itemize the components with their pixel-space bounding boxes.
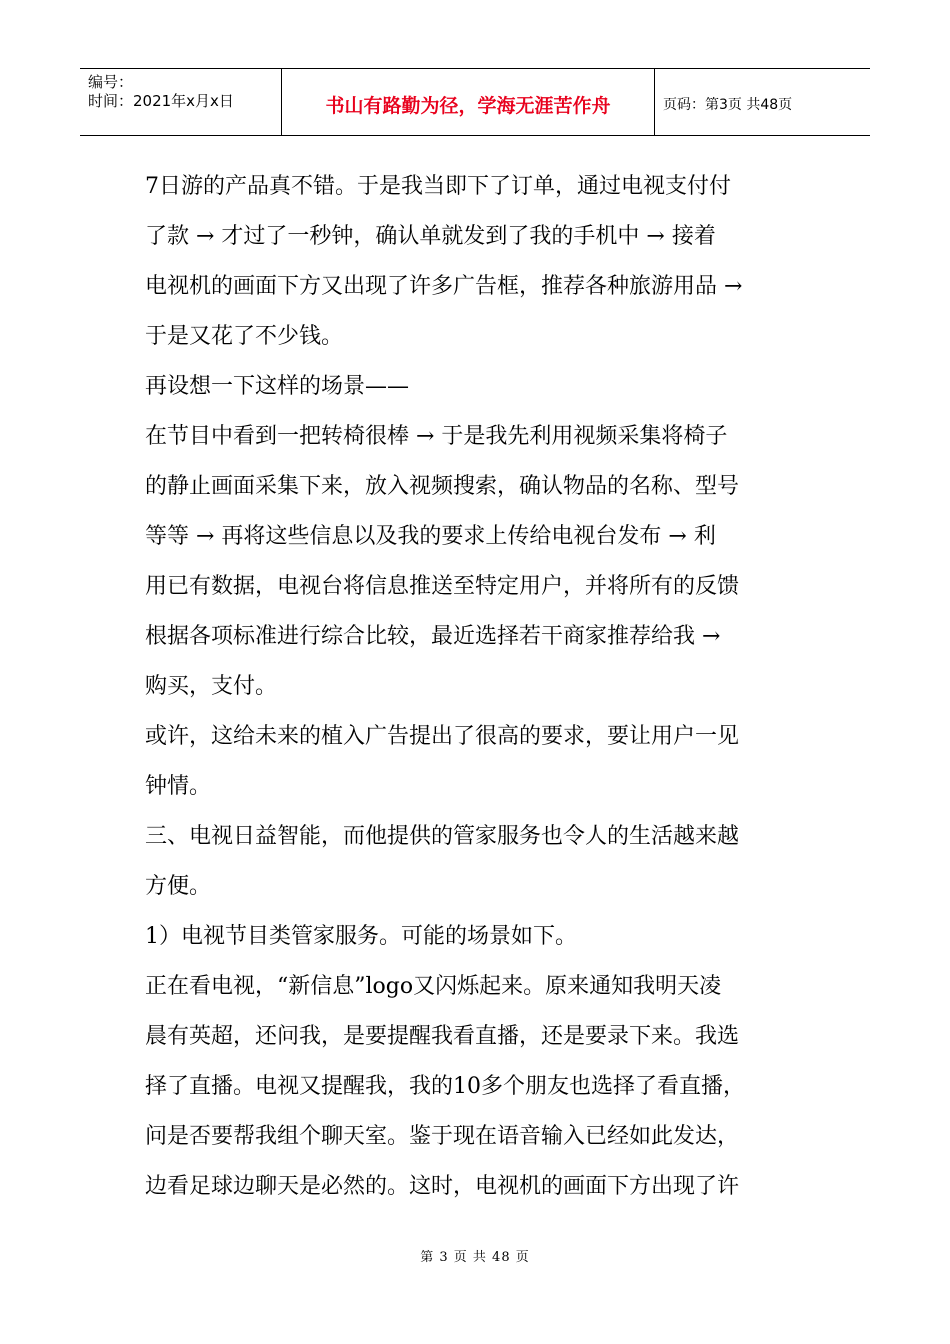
body-line: 钟情。	[145, 774, 212, 799]
body-line: 于是又花了不少钱。	[145, 324, 344, 349]
body-line: 问是否要帮我组个聊天室。鉴于现在语音输入已经如此发达，	[145, 1124, 740, 1149]
document-header	[80, 68, 870, 136]
page-code: 页码：第3页 共48页	[663, 97, 793, 113]
body-line: 边看足球边聊天是必然的。这时，电视机的画面下方出现了许	[145, 1174, 740, 1199]
page-footer: 第 3 页 共 48 页	[420, 1250, 530, 1265]
body-line: 购买，支付。	[145, 674, 278, 699]
body-line: 在节目中看到一把转椅很棒 → 于是我先利用视频采集将椅子	[145, 424, 728, 449]
body-line: 7日游的产品真不错。于是我当即下了订单，通过电视支付付	[145, 174, 731, 199]
header-page-cell	[655, 69, 870, 135]
body-line: 1）电视节目类管家服务。可能的场景如下。	[145, 924, 577, 949]
body-line: 或许，这给未来的植入广告提出了很高的要求，要让用户一见	[145, 724, 740, 749]
body-line: 电视机的画面下方又出现了许多广告框，推荐各种旅游用品 →	[145, 274, 743, 299]
body-line: 正在看电视，“新信息”logo又闪烁起来。原来通知我明天凌	[145, 974, 722, 999]
body-line: 的静止画面采集下来，放入视频搜索，确认物品的名称、型号	[145, 474, 740, 499]
body-line: 方便。	[145, 874, 212, 899]
body-line: 根据各项标准进行综合比较，最近选择若干商家推荐给我 →	[145, 624, 721, 649]
document-body	[145, 162, 810, 1212]
header-motto-cell	[282, 69, 655, 135]
body-line: 择了直播。电视又提醒我，我的10多个朋友也选择了看直播，	[145, 1074, 745, 1099]
body-line: 用已有数据，电视台将信息推送至特定用户，并将所有的反馈	[145, 574, 740, 599]
motto-text: 书山有路勤为径，学海无涯苦作舟	[325, 95, 611, 117]
body-line: 了款 → 才过了一秒钟，确认单就发到了我的手机中 → 接着	[145, 224, 716, 249]
body-line: 晨有英超，还问我，是要提醒我看直播，还是要录下来。我选	[145, 1024, 740, 1049]
body-line: 三、电视日益智能，而他提供的管家服务也令人的生活越来越	[145, 824, 740, 849]
body-line: 等等 → 再将这些信息以及我的要求上传给电视台发布 → 利	[145, 524, 716, 549]
header-info-cell	[80, 69, 282, 135]
number-label: 编号：	[88, 73, 134, 91]
date-label: 时间：2021年x月x日	[88, 92, 234, 110]
body-line: 再设想一下这样的场景——	[145, 374, 410, 399]
